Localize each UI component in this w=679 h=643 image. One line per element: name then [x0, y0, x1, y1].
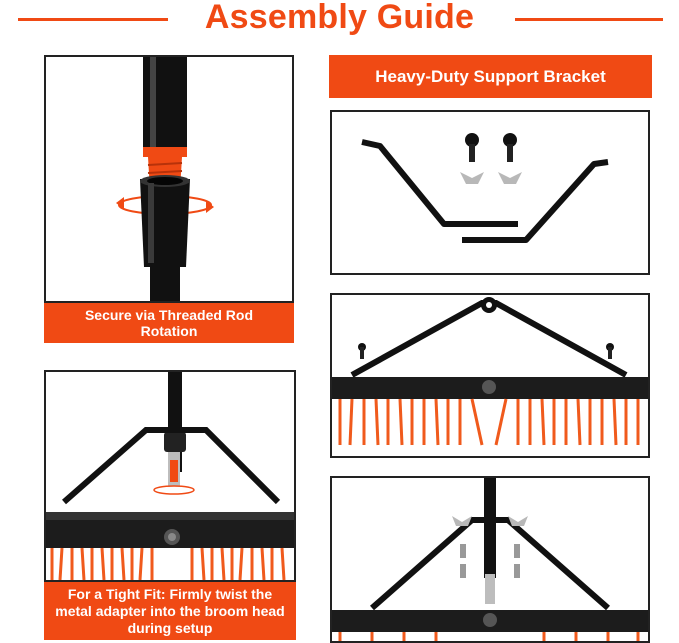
page-title: Assembly Guide: [204, 0, 475, 36]
bracket-mounted-panel: [330, 293, 650, 458]
guide-header: [0, 0, 679, 38]
tight-fit-caption-banner: [44, 582, 296, 640]
threaded-rod-illustration: [46, 57, 292, 301]
bracket-parts-panel: [330, 110, 650, 275]
assembled-broom-illustration: [46, 372, 294, 580]
bracket-banner: [329, 55, 652, 98]
assembled-broom-panel: [44, 370, 296, 582]
pole-bracket-panel: [330, 476, 650, 643]
threaded-rod-panel: [44, 55, 294, 303]
tight-fit-caption: For a Tight Fit: Firmly twist the metal adapter into the broom head during setup: [55, 585, 285, 636]
secure-caption-banner: [44, 303, 294, 343]
pole-bracket-illustration: [332, 478, 648, 643]
bracket-parts-illustration: [332, 112, 648, 273]
bracket-mounted-illustration: [332, 295, 648, 456]
secure-caption: Secure via Threaded Rod Rotation: [84, 307, 254, 339]
bracket-banner-label: Heavy-Duty Support Bracket: [375, 66, 606, 86]
